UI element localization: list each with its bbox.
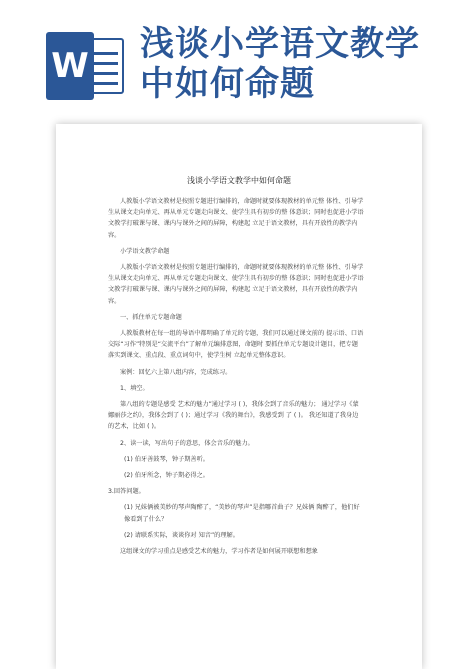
paragraph: 人教版小学语文教材是按照专题进行编排的，命题时就要体现教材的单元整 体性、引导学生从课文走向单元、再从单元专题走向课文、使学生具有初步的整 体意识；同时也促进小学语文教学打破课与课、课内与课外之间的屏障，构建起 立足于语文教材，具有开放性的教学内容。 [108, 264, 364, 305]
question-3-item: (2) 请联系实际，谈谈你对 知音”的理解。 [124, 531, 239, 539]
word-icon-badge: W [46, 32, 94, 100]
banner-title [140, 24, 460, 104]
word-icon-line [90, 82, 118, 85]
paragraph: 这组课文的学习重点是感受艺术的魅力，学习作者是如何展开联想和想象 [120, 548, 318, 556]
banner-title-line1: 浅谈小学语文教学 [140, 24, 420, 64]
document-title: 浅谈小学语文教学中如何命题 [187, 176, 291, 185]
paragraph: 人教版教材在每一组的导语中都明确了单元的专题，我们可以通过课文前的 提示语、口语交际“习作”特别是“交流平台”了解单元编排意图，命题时 要抓住单元专题设计题目，把专题落实到课文、重点段、重点词句中，使学生树 立起单元整体意识。 [108, 330, 364, 360]
question-2-item: (1) 伯牙善鼓琴，钟子期善听。 [124, 455, 209, 463]
section-heading: 小学语文教学命题 [120, 247, 170, 255]
section-heading: 一、抓住单元专题命题 [120, 313, 182, 321]
question-3: 3.回答问题。 [108, 488, 145, 496]
banner-title-line2: 中如何命题 [140, 64, 315, 104]
question-2-item: (2) 伯牙所念，钟子期必得之。 [124, 472, 209, 480]
paragraph: 人教版小学语文教材是按照专题进行编排的，命题时就要体现教材的单元整 体性、引导学生从课文走向单元、再从单元专题走向课文、使学生具有初步的整 体意识；同时也促进小学语文教学打破课与课、课内与课外之间的屏障，构建起 立足于语文教材，具有开放性的教学内容。 [108, 198, 364, 239]
document-page [56, 124, 422, 669]
question-1: 1、填空。 [120, 384, 149, 392]
case-line: 案例：回忆六上第八组内容，完成练习。 [120, 368, 232, 376]
word-icon-line [90, 62, 118, 65]
paragraph: 第八组的专题是感受 艺术的魅力”通过学习 ( )，我体会到了音乐的魅力； 通过学习《蒙娜丽莎之约》，我体会到了 ( )；通过学习《我的舞台》，我感受到 了 ( )。 我还知道了我身边的艺术，比如 ( )。 [108, 401, 359, 431]
banner-header [0, 0, 474, 118]
word-document-icon [46, 32, 126, 100]
question-3-item: (1) 兄妹俩被美妙的琴声陶醉了，“美妙的琴声”是指哪首曲子？兄妹俩 陶醉了，他们好像看到了什么？ [124, 504, 360, 523]
word-icon-line [90, 52, 118, 55]
question-2: 2、读一读，写出句子的意思，体会音乐的魅力。 [120, 439, 254, 447]
document-body [108, 196, 364, 562]
word-icon-line [90, 72, 118, 75]
